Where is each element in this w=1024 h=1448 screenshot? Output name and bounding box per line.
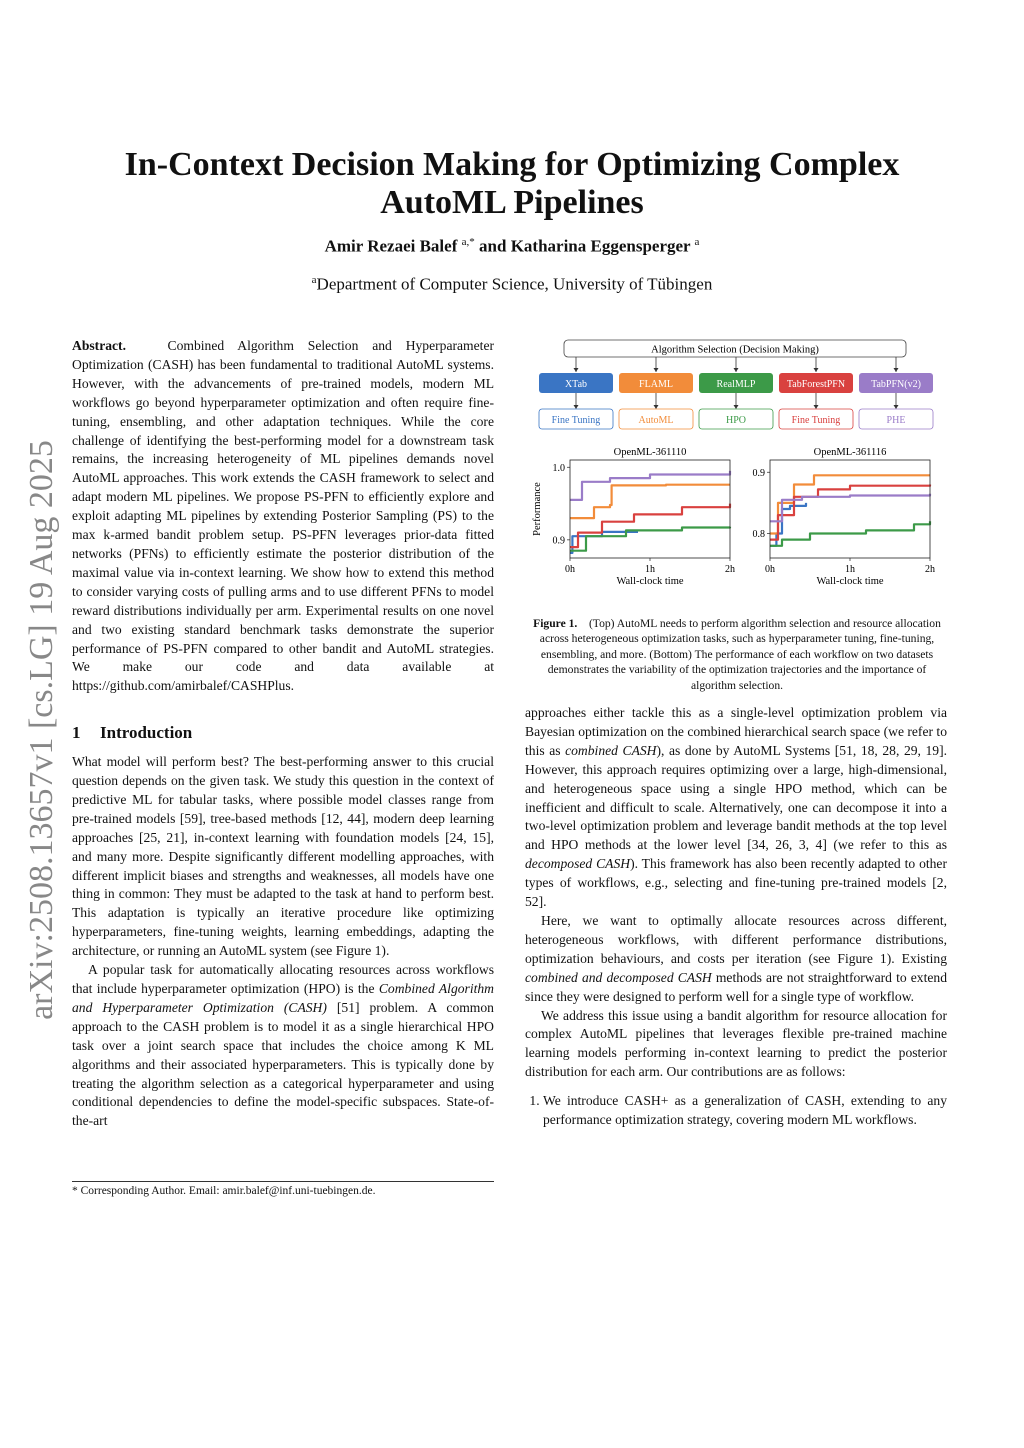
algorithm-row xyxy=(539,357,933,429)
algorithm-label: RealMLP xyxy=(716,379,756,390)
y-tick-label: 0.9 xyxy=(752,467,765,479)
footnote: * Corresponding Author. Email: amir.balef@inf.uni-tuebingen.de. xyxy=(72,1181,494,1197)
contribution-item: 1. We introduce CASH+ as a generalization of CASH, extending to any performance optimization strategy, covering modern ML workflows. xyxy=(543,1092,947,1130)
x-tick-label: 0h xyxy=(765,564,775,575)
x-tick-label: 0h xyxy=(565,564,575,575)
series-line-realmlp xyxy=(770,521,930,546)
y-tick-label: 1.0 xyxy=(552,462,565,474)
author-connector: and xyxy=(479,236,507,256)
figure-caption: Figure 1. (Top) AutoML needs to perform algorithm selection and resource allocation across heterogeneous optimization tasks, such as hyperparameter tuning, fine-tuning, ensembling, and more. (Bottom) The performance of each workflow on two datasets demonstrates the variability of the optimization trajectories and the importance of algorithm selection. xyxy=(533,617,941,692)
series-line-flaml xyxy=(570,485,730,518)
arrow-head xyxy=(814,405,819,409)
right-paragraph-1: approaches either tackle this as a single-level optimization problem via Bayesian optimization on the combined hierarchical search space (we refer to this as combined CASH), as done by AutoML Systems [51, 18, 28, 29, 19]. However, this approach requires optimizing over a large, high-dimensional, and heterogeneous space using a single HPO method, which can be inefficient and difficult to scale. Alternatively, one can decompose it into a two-level optimization problem and leverage bandit methods at the top level and HPO methods at the lower level [34, 26, 3, 4] (we refer to this as decomposed CASH). This framework has also been recently adapted to other types of workflows, e.g., selecting and fine-tuning pre-trained models [2, 52]. xyxy=(525,705,948,910)
arrow-head xyxy=(574,405,579,409)
affiliation: $^a$Department of Computer Science, University of Tübingen xyxy=(311,274,713,294)
right-column xyxy=(525,704,947,1130)
x-tick-label: 2h xyxy=(925,564,935,575)
author-1-affil: a,* xyxy=(461,236,475,248)
arrow-head xyxy=(654,405,659,409)
arxiv-watermark: arXiv:2508.13657v1 [cs.LG] 19 Aug 2025 xyxy=(23,440,60,1020)
algorithm-label: XTab xyxy=(564,379,588,390)
arrow-head xyxy=(574,368,579,372)
contribution-list xyxy=(525,1092,947,1130)
chart-title: OpenML-361116 xyxy=(813,447,887,458)
arrow-head xyxy=(894,405,899,409)
abstract-text: Combined Algorithm Selection and Hyperparameter Optimization (CASH) has been fundamental to traditional AutoML systems. However, with the advancements of pre-trained models, modern ML workflows go beyond hyperparameter optimization and often require fine-tuning, ensembling, and other adaptation techniques. While the core challenge of identifying the best-performing model for a downstream task remains, the increasing heterogeneity of ML pipelines demands novel AutoML approaches. This work extends the CASH framework to select and adapt modern ML pipelines. We propose PS-PFN to efficiently explore and exploit adapting ML pipelines by extending Posterior Sampling (PS) to the max k-armed bandit problem setup. PS-PFN leverages prior-data fitted networks (PFNs) to efficiently estimate the posterior distribution of the maximal value via in-context learning. We show how to extend this method to consider varying costs of pulling arms and to use different PFNs to model reward distributions individually per arm. Experimental results on one novel and two existing standard benchmark tasks demonstrate the superior performance of PS-PFN compared to other bandit and AutoML strategies. We make our code and data available at https://github.com/amirbalef/CASHPlus. xyxy=(72,338,494,694)
author-2-affil: a xyxy=(694,236,700,248)
method-label: Fine Tuning xyxy=(551,415,601,426)
abstract xyxy=(72,337,494,696)
figure-1 xyxy=(530,338,948,602)
arrow-head xyxy=(654,368,659,372)
chart-title: OpenML-361110 xyxy=(613,447,687,458)
chart-openml-361110 xyxy=(532,447,735,587)
method-label: Fine Tuning xyxy=(791,415,841,426)
series-line-realmlp xyxy=(570,527,730,551)
method-label: AutoML xyxy=(638,415,674,426)
abstract-label: Abstract. xyxy=(72,338,126,353)
x-tick-label: 2h xyxy=(725,564,735,575)
y-tick-label: 0.8 xyxy=(752,529,765,540)
method-label: PHE xyxy=(886,415,906,426)
algorithm-selection-label: Algorithm Selection (Decision Making) xyxy=(651,344,819,356)
arrow-head xyxy=(814,368,819,372)
author-line xyxy=(80,236,944,257)
paper-title: In-Context Decision Making for Optimizing Complex AutoML Pipelines xyxy=(124,146,900,221)
x-axis-label: Wall-clock time xyxy=(816,576,884,587)
x-tick-label: 1h xyxy=(645,564,655,575)
chart-openml-361116 xyxy=(753,447,936,587)
algorithm-label: TabForestPFN xyxy=(786,379,846,390)
arrow-head xyxy=(894,368,899,372)
algorithm-label: FLAML xyxy=(639,379,673,390)
right-paragraph-2: Here, we want to optimally allocate resources across different, heterogeneous workflows, with different performance distributions, optimization behaviours, and costs per iteration (see Figure 1). Existing combined and decomposed CASH methods are not straightforward to extend since they were designed to perform well for a single type of workflow. xyxy=(525,912,947,1004)
intro-paragraph-1: What model will perform best? The best-performing answer to this crucial question depends on the given task. We study this question in the context of predictive ML for tabular tasks, where possible model classes range from pre-trained models [59], tree-based methods [12, 44], modern deep learning approaches [25, 21], in-context learning with foundation models [24, 15], and many more. Despite significantly different modelling approaches, with different implicit biases and strengths and weaknesses, all models have one thing in common: They must be adapted to the task at hand to perform best. This adaptation is typically an iterative procedure like optimizing hyperparameters, fine-tuning weights, learning embeddings, adapting the architecture, or running an AutoML system (see Figure 1). xyxy=(72,754,494,959)
section-heading: 1 Introduction xyxy=(72,723,193,743)
left-column xyxy=(72,337,494,1131)
algorithm-label: TabPFN(v2) xyxy=(871,379,921,390)
right-paragraph-3: We address this issue using a bandit algorithm for resource allocation for complex AutoML pipelines that leverages flexible pre-trained machine learning models performing in-context learning to predict the posterior distribution for each arm. Our contributions are as follows: xyxy=(525,1007,947,1080)
y-tick-label: 0.9 xyxy=(552,535,565,547)
y-axis-label: Performance xyxy=(532,482,543,536)
author-2: Katharina Eggensperger xyxy=(510,236,691,256)
x-tick-label: 1h xyxy=(845,564,855,575)
arrow-head xyxy=(734,405,739,409)
author-1: Amir Rezaei Balef xyxy=(324,236,458,256)
method-label: HPO xyxy=(725,415,747,426)
x-axis-label: Wall-clock time xyxy=(616,576,684,587)
arrow-head xyxy=(734,368,739,372)
intro-paragraph-2: A popular task for automatically allocating resources across workflows that include hyperparameter optimization (HPO) is the Combined Algorithm and Hyperparameter Optimization (CASH) [51] problem. A common approach to the CASH problem is to model it as a single hierarchical HPO task over a joint search space that includes the choice among K ML algorithms and their associated hyperparameters. This is typically done by treating the algorithm selection as a categorical hyperparameter and using conditional dependencies to define the model-specific subspaces. State-of-the-art xyxy=(72,962,494,1129)
